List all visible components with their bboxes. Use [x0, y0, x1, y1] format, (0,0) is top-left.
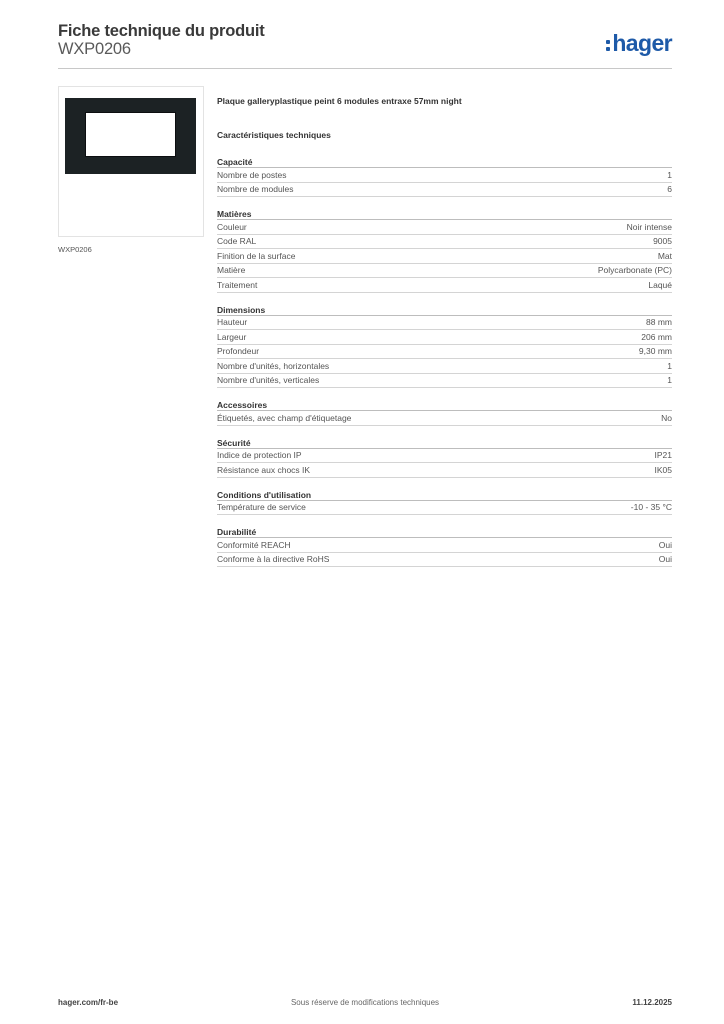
- spec-value: -10 - 35 °C: [630, 502, 672, 513]
- spec-value: 1: [667, 169, 672, 180]
- spec-value: Polycarbonate (PC): [597, 265, 672, 276]
- spec-label: Hauteur: [217, 317, 248, 328]
- page-header: [58, 22, 672, 70]
- spec-value: Oui: [658, 539, 672, 550]
- spec-value: 6: [667, 184, 672, 195]
- section-title: Matières: [217, 208, 672, 220]
- footer-website-link[interactable]: hager.com/fr-be: [58, 998, 119, 1007]
- spec-row: [217, 345, 672, 360]
- spec-value: 9005: [653, 236, 672, 247]
- page-title: Fiche technique du produit: [58, 22, 265, 40]
- spec-label: Largeur: [217, 331, 247, 342]
- spec-section: [217, 208, 672, 293]
- spec-row: [217, 374, 672, 389]
- spec-section: [217, 156, 672, 197]
- spec-label: Code RAL: [217, 236, 257, 247]
- spec-section: [217, 526, 672, 567]
- spec-value: IP21: [654, 450, 672, 461]
- spec-value: 9,30 mm: [638, 346, 672, 357]
- spec-row: [217, 330, 672, 345]
- spec-row: [217, 168, 672, 183]
- spec-value: Laqué: [648, 279, 672, 290]
- spec-label: Nombre de modules: [217, 184, 294, 195]
- spec-row: [217, 463, 672, 478]
- product-description: Plaque galleryplastique peint 6 modules entraxe 57mm night: [217, 96, 462, 106]
- section-title: Dimensions: [217, 304, 672, 316]
- spec-value: No: [661, 412, 672, 423]
- hager-logo[interactable]: [606, 30, 672, 57]
- spec-row: [217, 449, 672, 464]
- spec-row: [217, 538, 672, 553]
- section-title: Capacité: [217, 156, 672, 168]
- header-divider: [58, 68, 672, 69]
- spec-row: [217, 235, 672, 250]
- spec-row: [217, 183, 672, 198]
- spec-row: [217, 264, 672, 279]
- tech-heading: Caractéristiques techniques: [217, 130, 331, 140]
- footer-disclaimer: Sous réserve de modifications techniques: [290, 998, 440, 1007]
- spec-label: Traitement: [217, 279, 258, 290]
- footer-date: 11.12.2025: [632, 998, 672, 1007]
- spec-value: IK05: [654, 464, 672, 475]
- spec-label: Résistance aux chocs IK: [217, 464, 311, 475]
- logo-dots-icon: [606, 40, 610, 51]
- spec-label: Nombre d'unités, verticales: [217, 375, 320, 386]
- plate-window: [85, 112, 176, 157]
- spec-row: [217, 553, 672, 568]
- spec-section: [217, 304, 672, 389]
- section-title: Accessoires: [217, 399, 672, 411]
- spec-value: Noir intense: [626, 221, 672, 232]
- cover-plate-illustration: [65, 98, 196, 174]
- section-title: Conditions d'utilisation: [217, 489, 672, 501]
- section-title: Sécurité: [217, 437, 672, 449]
- spec-label: Conformité REACH: [217, 539, 291, 550]
- spec-row: [217, 278, 672, 293]
- spec-row: [217, 411, 672, 426]
- logo-text: hager: [612, 30, 672, 56]
- section-title: Durabilité: [217, 526, 672, 538]
- spec-section: [217, 399, 672, 426]
- spec-label: Nombre d'unités, horizontales: [217, 360, 330, 371]
- spec-label: Indice de protection IP: [217, 450, 302, 461]
- spec-value: 206 mm: [641, 331, 672, 342]
- spec-label: Profondeur: [217, 346, 260, 357]
- spec-label: Finition de la surface: [217, 250, 296, 261]
- spec-label: Température de service: [217, 502, 306, 513]
- spec-row: [217, 249, 672, 264]
- spec-row: [217, 220, 672, 235]
- spec-section: [217, 489, 672, 516]
- spec-row: [217, 501, 672, 516]
- spec-label: Couleur: [217, 221, 247, 232]
- spec-value: Mat: [657, 250, 672, 261]
- product-image: [58, 86, 204, 237]
- spec-value: 88 mm: [646, 317, 672, 328]
- spec-content: [217, 95, 672, 567]
- spec-sections: [217, 156, 672, 567]
- spec-value: Oui: [658, 554, 672, 565]
- spec-section: [217, 437, 672, 478]
- spec-label: Nombre de postes: [217, 169, 287, 180]
- product-code: WXP0206: [58, 40, 131, 58]
- spec-label: Matière: [217, 265, 246, 276]
- spec-label: Conforme à la directive RoHS: [217, 554, 330, 565]
- spec-row: [217, 359, 672, 374]
- image-caption: WXP0206: [58, 245, 92, 254]
- spec-value: 1: [667, 375, 672, 386]
- spec-row: [217, 316, 672, 331]
- spec-label: Étiquetés, avec champ d'étiquetage: [217, 412, 352, 423]
- spec-value: 1: [667, 360, 672, 371]
- page-footer: [58, 998, 672, 1010]
